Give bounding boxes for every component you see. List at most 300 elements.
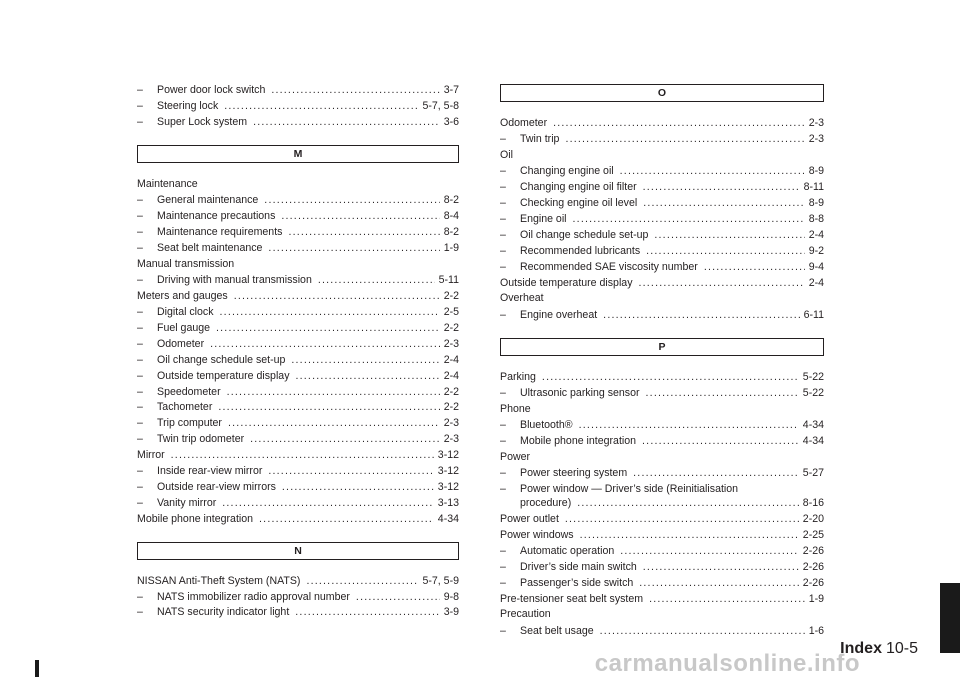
entry-text: Maintenance requirements xyxy=(157,226,283,239)
page-reference: 3-12 xyxy=(437,449,459,462)
index-entry xyxy=(500,545,824,557)
index-entry xyxy=(137,433,459,445)
page-reference: 3-9 xyxy=(443,606,459,619)
entry-text: Recommended SAE viscosity number xyxy=(520,260,698,273)
dash-marker: – xyxy=(137,99,143,112)
page-reference: 2-2 xyxy=(443,385,459,398)
index-heading: Power xyxy=(500,450,531,463)
page-reference: 3-6 xyxy=(443,115,459,128)
entry-text: Odometer xyxy=(157,337,205,350)
page-reference: 9-4 xyxy=(808,260,824,273)
dot-leader xyxy=(282,481,434,493)
entry-text: Outside rear-view mirrors xyxy=(157,480,276,493)
page-reference: 5-27 xyxy=(802,467,824,480)
index-column-left xyxy=(137,84,459,622)
index-entry xyxy=(137,481,459,493)
entry-text: Seat belt maintenance xyxy=(157,241,263,254)
page-reference: 8-9 xyxy=(808,165,824,178)
page-reference: 2-4 xyxy=(443,369,459,382)
entry-label xyxy=(137,242,262,254)
entry-label xyxy=(137,417,222,429)
dash-marker: – xyxy=(137,322,143,335)
dash-marker: – xyxy=(500,624,506,637)
page-reference: 8-9 xyxy=(808,197,824,210)
index-entry xyxy=(137,591,459,603)
page-reference: 5-22 xyxy=(802,386,824,399)
dash-marker: – xyxy=(137,241,143,254)
entry-label xyxy=(500,545,614,557)
page-reference: 2-5 xyxy=(443,306,459,319)
dot-leader xyxy=(654,229,804,241)
dot-leader xyxy=(639,577,799,589)
page-reference: 9-8 xyxy=(443,590,459,603)
entry-label xyxy=(137,194,258,206)
index-entry xyxy=(500,229,824,241)
entry-text: Super Lock system xyxy=(157,115,248,128)
page-reference: 8-2 xyxy=(443,194,459,207)
dot-leader xyxy=(573,213,805,225)
entry-text: Recommended lubricants xyxy=(520,244,641,257)
dot-leader xyxy=(553,117,805,129)
entry-label xyxy=(137,100,218,112)
dash-marker: – xyxy=(500,560,506,573)
index-entry xyxy=(500,435,824,447)
dash-marker: – xyxy=(137,590,143,603)
dash-marker: – xyxy=(137,496,143,509)
entry-label xyxy=(500,133,559,145)
index-entry xyxy=(500,117,824,129)
entry-text: NISSAN Anti-Theft System (NATS) xyxy=(137,574,301,587)
entry-label xyxy=(137,433,244,445)
index-entry xyxy=(137,417,459,429)
dash-marker: – xyxy=(500,132,506,145)
entry-group-n xyxy=(137,575,459,619)
dash-marker: – xyxy=(500,260,506,273)
entry-text: Changing engine oil filter xyxy=(520,181,637,194)
dash-marker: – xyxy=(137,84,143,96)
entry-label xyxy=(137,575,300,587)
entry-text: Power window — Driver’s side (Reinitialisation xyxy=(520,483,739,496)
dot-leader xyxy=(565,133,804,145)
dot-leader xyxy=(603,309,799,321)
dash-marker: – xyxy=(137,274,143,287)
entry-group-m xyxy=(137,178,459,525)
entry-label xyxy=(500,261,698,273)
entry-text: Engine oil xyxy=(520,212,567,225)
dot-leader xyxy=(649,593,805,605)
entry-label xyxy=(500,577,633,589)
page-reference: 2-2 xyxy=(443,401,459,414)
dash-marker: – xyxy=(137,194,143,207)
page-reference: 2-3 xyxy=(443,337,459,350)
index-entry xyxy=(500,309,824,321)
entry-label xyxy=(137,226,282,238)
dot-leader xyxy=(704,261,805,273)
dot-leader xyxy=(222,497,434,509)
dash-marker: – xyxy=(137,226,143,239)
index-entry xyxy=(500,625,824,637)
entry-label xyxy=(500,561,637,573)
page-reference: 2-26 xyxy=(802,544,824,557)
entry-label xyxy=(500,593,643,605)
page-reference: 5-11 xyxy=(438,274,459,287)
dash-marker: – xyxy=(500,467,506,480)
entry-text: Checking engine oil level xyxy=(520,197,638,210)
index-entry xyxy=(137,386,459,398)
dot-leader xyxy=(306,575,418,587)
dash-marker: – xyxy=(137,210,143,223)
index-heading: Overheat xyxy=(500,292,544,305)
entry-label xyxy=(137,290,228,302)
entry-text: Changing engine oil xyxy=(520,165,614,178)
entry-text: Fuel gauge xyxy=(157,322,211,335)
entry-text: Outside temperature display xyxy=(157,369,290,382)
dot-leader xyxy=(356,591,440,603)
entry-label xyxy=(500,371,536,383)
entry-label xyxy=(137,606,289,618)
index-entry xyxy=(137,370,459,382)
dash-marker: – xyxy=(137,385,143,398)
dot-leader xyxy=(171,449,434,461)
index-entry xyxy=(137,226,459,238)
index-entry xyxy=(137,274,459,286)
dash-marker: – xyxy=(500,165,506,178)
dot-leader xyxy=(227,386,440,398)
footer-page-number: 10-5 xyxy=(885,640,918,657)
index-entry xyxy=(137,338,459,350)
entry-text: Mobile phone integration xyxy=(520,435,637,448)
entry-group-p xyxy=(500,371,824,637)
index-heading: Maintenance xyxy=(137,177,198,190)
page-reference: 2-2 xyxy=(443,322,459,335)
index-entry xyxy=(137,497,459,509)
dash-marker: – xyxy=(137,417,143,430)
index-heading: Phone xyxy=(500,402,531,415)
index-entry xyxy=(500,593,824,605)
entry-label xyxy=(137,116,247,128)
dash-marker: – xyxy=(500,544,506,557)
entry-text: Tachometer xyxy=(157,401,213,414)
entry-text: Mirror xyxy=(137,449,165,462)
dot-leader xyxy=(259,513,434,525)
dash-marker: – xyxy=(500,197,506,210)
entry-text: Twin trip odometer xyxy=(157,433,245,446)
index-entry xyxy=(500,577,824,589)
dot-leader xyxy=(291,354,439,366)
dot-leader xyxy=(646,387,799,399)
entry-label xyxy=(137,370,290,382)
dot-leader xyxy=(643,181,800,193)
index-column-right xyxy=(500,84,824,641)
page-reference: 9-2 xyxy=(808,244,824,257)
entry-label xyxy=(137,497,216,509)
page-reference: 8-16 xyxy=(802,497,824,510)
entry-text: Mobile phone integration xyxy=(137,512,254,525)
dot-leader xyxy=(565,513,799,525)
entry-text: Driver’s side main switch xyxy=(520,560,637,573)
entry-text: Driving with manual transmission xyxy=(157,274,312,287)
letter-bar-m: M xyxy=(137,145,459,163)
entry-text: procedure) xyxy=(520,497,572,510)
dot-leader xyxy=(271,84,439,96)
index-entry xyxy=(500,277,824,289)
index-entry xyxy=(500,483,824,495)
page-reference: 2-26 xyxy=(802,576,824,589)
index-heading: Oil xyxy=(500,148,513,161)
dot-leader xyxy=(264,194,439,206)
index-entry xyxy=(137,290,459,302)
dot-leader xyxy=(210,338,440,350)
index-entry xyxy=(137,242,459,254)
dot-leader xyxy=(296,370,440,382)
entry-text: Power steering system xyxy=(520,467,628,480)
entry-text: Twin trip xyxy=(520,132,560,145)
crop-mark xyxy=(35,660,39,677)
watermark-text: carmanualsonline.info xyxy=(594,650,860,677)
index-entry xyxy=(500,213,824,225)
dash-marker: – xyxy=(500,181,506,194)
page-reference: 5-22 xyxy=(802,370,824,383)
entry-text: Power door lock switch xyxy=(157,84,266,96)
dash-marker: – xyxy=(500,308,506,321)
entry-text: Speedometer xyxy=(157,385,221,398)
index-entry xyxy=(137,194,459,206)
dot-leader xyxy=(646,245,805,257)
dash-marker: – xyxy=(137,433,143,446)
index-entry xyxy=(500,261,824,273)
entry-group-l xyxy=(137,84,459,128)
entry-text: NATS immobilizer radio approval number xyxy=(157,590,350,603)
entry-label xyxy=(500,117,547,129)
dot-leader xyxy=(220,306,440,318)
dot-leader xyxy=(268,465,433,477)
dash-marker: – xyxy=(137,401,143,414)
dot-leader xyxy=(281,210,439,222)
entry-label xyxy=(500,213,567,225)
footer-section-label: Index xyxy=(840,640,882,657)
entry-text: Power outlet xyxy=(500,513,559,526)
dot-leader xyxy=(288,226,439,238)
entry-text: Digital clock xyxy=(157,306,214,319)
index-entry xyxy=(137,322,459,334)
dot-leader xyxy=(620,165,805,177)
index-entry xyxy=(137,401,459,413)
entry-label xyxy=(137,449,165,461)
dash-marker: – xyxy=(137,606,143,619)
entry-label xyxy=(500,229,648,241)
dash-marker: – xyxy=(500,244,506,257)
index-entry xyxy=(137,306,459,318)
letter-bar-o: O xyxy=(500,84,824,102)
dot-leader xyxy=(216,322,440,334)
index-entry xyxy=(137,449,459,461)
entry-label xyxy=(137,591,350,603)
index-entry xyxy=(137,465,459,477)
entry-text: Trip computer xyxy=(157,417,222,430)
dot-leader xyxy=(642,435,799,447)
entry-label xyxy=(500,483,738,495)
dot-leader xyxy=(600,625,805,637)
index-entry xyxy=(500,497,824,509)
page-reference: 4-34 xyxy=(802,419,824,432)
index-entry xyxy=(500,133,824,145)
entry-label xyxy=(500,197,637,209)
dash-marker: – xyxy=(500,228,506,241)
entry-text: Parking xyxy=(500,370,536,383)
index-entry xyxy=(500,371,824,383)
letter-bar-n: N xyxy=(137,542,459,560)
entry-label xyxy=(500,497,571,509)
page-reference: 4-34 xyxy=(437,512,459,525)
index-entry xyxy=(500,245,824,257)
page-reference: 4-34 xyxy=(802,435,824,448)
page-reference: 2-3 xyxy=(443,433,459,446)
page-reference: 8-11 xyxy=(803,181,824,194)
entry-text: Oil change schedule set-up xyxy=(520,228,649,241)
dot-leader xyxy=(620,545,799,557)
dash-marker: – xyxy=(500,435,506,448)
entry-label xyxy=(137,386,221,398)
dash-marker: – xyxy=(500,212,506,225)
index-entry xyxy=(500,513,824,525)
entry-text: Steering lock xyxy=(157,99,219,112)
page-reference: 3-12 xyxy=(437,465,459,478)
page-reference: 3-13 xyxy=(437,496,459,509)
page-reference: 2-4 xyxy=(808,228,824,241)
entry-label xyxy=(500,309,597,321)
page-reference: 8-8 xyxy=(808,212,824,225)
dash-marker: – xyxy=(137,465,143,478)
entry-label xyxy=(137,465,262,477)
dash-marker: – xyxy=(137,353,143,366)
dot-leader xyxy=(633,467,799,479)
entry-text: Meters and gauges xyxy=(137,290,228,303)
entry-label xyxy=(137,354,285,366)
entry-text: Pre-tensioner seat belt system xyxy=(500,592,644,605)
entry-text: Vanity mirror xyxy=(157,496,217,509)
index-entry xyxy=(500,529,824,541)
entry-label xyxy=(500,625,594,637)
dash-marker: – xyxy=(500,483,506,496)
page-reference: 1-6 xyxy=(808,624,824,637)
entry-group-o xyxy=(500,117,824,321)
page-reference: 1-9 xyxy=(443,241,459,254)
index-entry xyxy=(137,84,459,96)
page-reference: 2-2 xyxy=(443,290,459,303)
entry-label xyxy=(500,513,559,525)
index-entry xyxy=(500,181,824,193)
page-reference: 5-7, 5-9 xyxy=(422,574,459,587)
page-reference: 2-3 xyxy=(808,132,824,145)
dash-marker: – xyxy=(137,480,143,493)
dot-leader xyxy=(250,433,440,445)
index-entry xyxy=(137,575,459,587)
dot-leader xyxy=(224,100,418,112)
page-reference: 3-7 xyxy=(443,84,459,96)
dash-marker: – xyxy=(137,337,143,350)
index-entry xyxy=(500,387,824,399)
entry-label xyxy=(137,322,210,334)
dot-leader xyxy=(579,419,799,431)
entry-label xyxy=(137,84,265,96)
dot-leader xyxy=(639,277,805,289)
page-reference: 2-25 xyxy=(802,529,824,542)
entry-text: Inside rear-view mirror xyxy=(157,465,263,478)
page-footer xyxy=(840,640,918,658)
page-reference: 2-3 xyxy=(443,417,459,430)
dash-marker: – xyxy=(137,115,143,128)
dot-leader xyxy=(234,290,440,302)
index-heading: Manual transmission xyxy=(137,257,235,270)
entry-label xyxy=(137,210,275,222)
entry-text: General maintenance xyxy=(157,194,259,207)
dash-marker: – xyxy=(500,576,506,589)
index-entry xyxy=(137,210,459,222)
entry-label xyxy=(137,401,212,413)
page-reference: 5-7, 5-8 xyxy=(422,99,459,112)
entry-text: Automatic operation xyxy=(520,544,615,557)
page-reference: 2-4 xyxy=(808,276,824,289)
dot-leader xyxy=(577,497,799,509)
page-reference: 2-4 xyxy=(443,353,459,366)
index-entry xyxy=(137,100,459,112)
dot-leader xyxy=(643,561,799,573)
page-reference: 6-11 xyxy=(803,308,824,321)
letter-bar-p: P xyxy=(500,338,824,356)
entry-text: Oil change schedule set-up xyxy=(157,353,286,366)
entry-text: Ultrasonic parking sensor xyxy=(520,386,640,399)
dot-leader xyxy=(542,371,799,383)
entry-label xyxy=(137,513,253,525)
entry-label xyxy=(137,338,204,350)
entry-text: Engine overheat xyxy=(520,308,598,321)
dot-leader xyxy=(580,529,799,541)
entry-text: Outside temperature display xyxy=(500,276,633,289)
entry-label xyxy=(137,306,214,318)
entry-label xyxy=(137,481,276,493)
dot-leader xyxy=(643,197,804,209)
dash-marker: – xyxy=(137,306,143,319)
dash-marker: – xyxy=(137,369,143,382)
entry-text: Maintenance precautions xyxy=(157,210,276,223)
page-reference: 1-9 xyxy=(808,592,824,605)
section-tab-marker xyxy=(940,583,960,653)
entry-label xyxy=(500,529,574,541)
entry-label xyxy=(500,277,633,289)
entry-label xyxy=(500,245,640,257)
entry-text: Seat belt usage xyxy=(520,624,594,637)
dot-leader xyxy=(295,606,439,618)
index-entry xyxy=(500,467,824,479)
page-reference: 2-26 xyxy=(802,560,824,573)
page-reference: 8-4 xyxy=(443,210,459,223)
index-entry xyxy=(500,165,824,177)
index-entry xyxy=(500,197,824,209)
entry-text: Power windows xyxy=(500,529,574,542)
page-reference: 2-20 xyxy=(802,513,824,526)
index-entry xyxy=(500,419,824,431)
index-entry xyxy=(137,354,459,366)
entry-label xyxy=(500,435,636,447)
entry-label xyxy=(500,387,640,399)
dash-marker: – xyxy=(500,419,506,432)
entry-text: Odometer xyxy=(500,117,548,129)
dash-marker: – xyxy=(500,386,506,399)
index-entry xyxy=(137,116,459,128)
index-heading: Precaution xyxy=(500,608,551,621)
dot-leader xyxy=(218,401,439,413)
entry-text: Passenger’s side switch xyxy=(520,576,634,589)
